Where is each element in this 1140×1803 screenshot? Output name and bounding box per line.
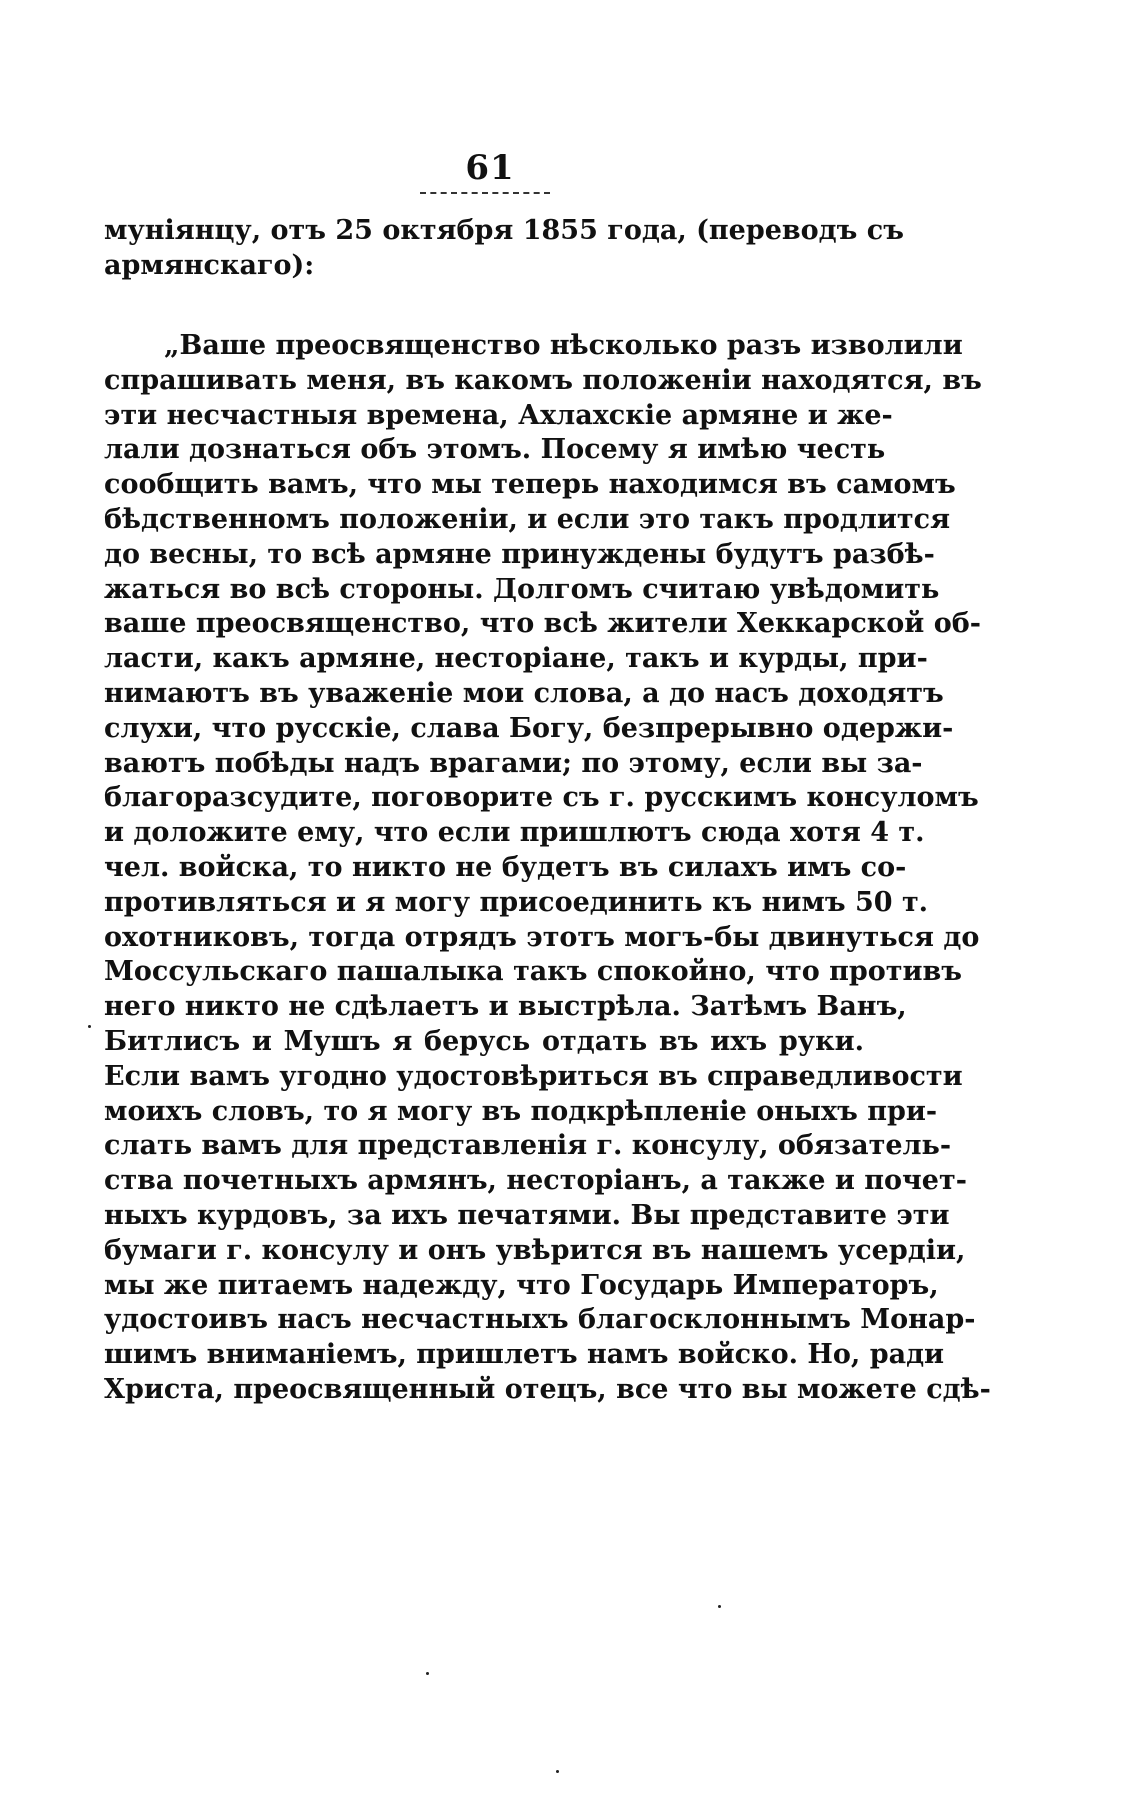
text-line: Христа, преосвященный отецъ, все что вы можете сдѣ- [104,1373,991,1405]
text-line: спрашивать меня, въ какомъ положеніи находятся, въ [104,364,982,396]
text-line: до весны, то всѣ армяне принуждены будутъ разбѣ- [104,538,935,570]
text-line: ласти, какъ армяне, несторіане, такъ и курды, при- [104,643,928,675]
text-line: бѣдственномъ положеніи, и если это такъ продлится [104,503,951,535]
scan-speck [556,1770,559,1773]
text-line: благоразсудите, поговорите съ г. русскимъ консуломъ [104,782,979,814]
text-line: бумаги г. консулу и онъ увѣрится въ нашемъ усердіи, [104,1234,966,1266]
scan-speck [718,1605,721,1608]
text-line: слать вамъ для представленія г. консулу, обязатель- [104,1130,952,1162]
text-line: армянскаго): [104,249,315,281]
text-line: ваютъ побѣды надъ врагами; по этому, если вы за- [104,747,923,779]
page-number: 61 [465,148,515,188]
text-line: эти несчастныя времена, Ахлахскіе армяне и же- [104,399,893,431]
text-line: и доложите ему, что если пришлютъ сюда хотя 4 т. [104,817,925,849]
text-line: сообщить вамъ, что мы теперь находимся въ самомъ [104,469,956,501]
scan-speck [426,1672,429,1675]
text-line: моихъ словъ, то я могу въ подкрѣпленіе оныхъ при- [104,1095,938,1127]
intro-paragraph [104,214,904,284]
text-line: шимъ вниманіемъ, пришлетъ намъ войско. Но, ради [104,1339,945,1371]
text-line: „Ваше преосвященство нѣсколько разъ изволили [164,330,963,361]
text-line: Если вамъ угодно удостовѣриться въ справедливости [104,1060,963,1092]
text-line: муніянцу, отъ 25 октября 1855 года, (переводъ съ [104,215,904,246]
page-number-rule [420,192,550,194]
text-line: Моссульскаго пашалыка такъ спокойно, что противъ [104,956,963,988]
text-line: чел. войска, то никто не будетъ въ силахъ имъ со- [104,851,907,883]
text-line: лали дознаться объ этомъ. Посему я имѣю честь [104,434,886,466]
text-line: слухи, что русскіе, слава Богу, безпрерывно одержи- [104,712,954,744]
text-line: противляться и я могу присоединить къ нимъ 50 т. [104,886,929,918]
text-line: ства почетныхъ армянъ, несторіанъ, а также и почет- [104,1165,967,1197]
text-line: жаться во всѣ стороны. Долгомъ считаю увѣдомить [104,573,940,605]
scan-speck [88,1025,91,1028]
text-line: мы же питаемъ надежду, что Государь Императоръ, [104,1269,939,1301]
quoted-letter-paragraph [104,329,991,1408]
text-line: охотниковъ, тогда отрядъ этотъ могъ-бы двинуться до [104,921,980,953]
text-line: Битлисъ и Мушъ я берусь отдать въ ихъ руки. [104,1025,864,1057]
text-line: нимаютъ въ уваженіе мои слова, а до насъ доходятъ [104,677,944,709]
text-line: него никто не сдѣлаетъ и выстрѣла. Затѣмъ Ванъ, [104,991,907,1023]
text-line: ваше преосвященство, что всѣ жители Хеккарской об- [104,608,981,640]
text-line: ныхъ курдовъ, за ихъ печатями. Вы представите эти [104,1199,950,1231]
text-line: удостоивъ насъ несчастныхъ благосклоннымъ Монар- [104,1304,976,1336]
